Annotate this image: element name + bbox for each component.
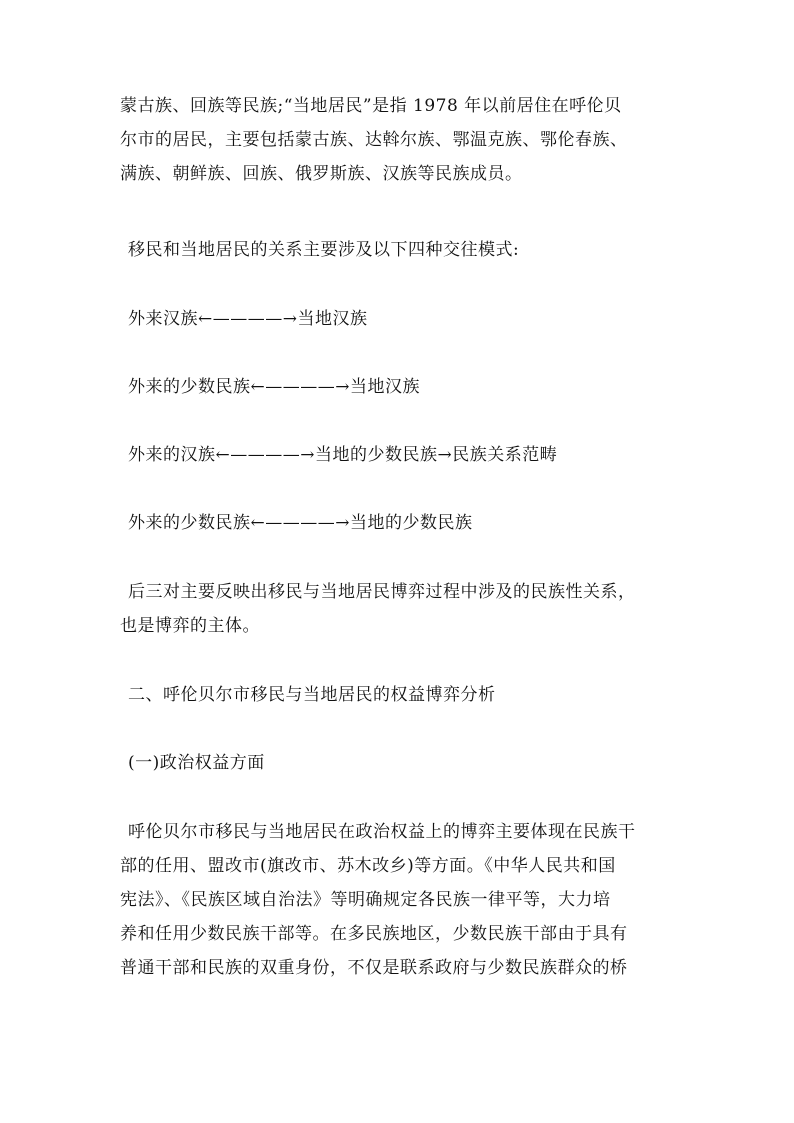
text-line: 宪法》、《民族区域自治法》等明确规定各民族一律平等，大力培 [120,890,611,910]
paragraph-interaction-modes-intro [120,233,688,267]
text-line: 部的任用、盟改市(旗改市、苏木改乡)等方面。《中华人民共和国 [120,856,616,876]
subsection-heading [120,746,688,780]
text-line: 蒙古族、回族等民族;“当地居民”是指 1978 年以前居住在呼伦贝 [120,96,622,116]
text-line: (一)政治权益方面 [128,753,265,773]
text-line: 尔市的居民，主要包括蒙古族、达斡尔族、鄂温克族、鄂伦春族、 [120,130,628,150]
text-line: 外来的少数民族←————→当地汉族 [128,377,420,397]
text-line: 移民和当地居民的关系主要涉及以下四种交往模式: [128,240,520,260]
text-line: 呼伦贝尔市移民与当地居民在政治权益上的博弈主要体现在民族干 [128,822,636,842]
paragraph-main-relations [120,575,680,643]
text-line: 后三对主要反映出移民与当地居民博弈过程中涉及的民族性关系， [128,582,636,602]
text-line: 二、呼伦贝尔市移民与当地居民的权益博弈分析 [128,685,496,705]
section-heading [120,678,688,712]
paragraph-resident-definition [120,89,680,191]
interaction-mode-1 [120,302,688,336]
text-line: 普通干部和民族的双重身份，不仅是联系政府与少数民族群众的桥 [120,958,628,978]
text-line: 外来的汉族←————→当地的少数民族→民族关系范畴 [128,445,558,465]
text-line: 外来汉族←————→当地汉族 [128,309,368,329]
text-line: 也是博弈的主体。 [120,616,260,636]
interaction-mode-4 [120,506,688,540]
paragraph-political-rights [120,815,680,985]
interaction-mode-2 [120,370,688,404]
interaction-mode-3 [120,438,688,472]
text-line: 满族、朝鲜族、回族、俄罗斯族、汉族等民族成员。 [120,164,523,184]
text-line: 养和任用少数民族干部等。在多民族地区，少数民族干部由于具有 [120,924,628,944]
text-line: 外来的少数民族←————→当地的少数民族 [128,513,473,533]
